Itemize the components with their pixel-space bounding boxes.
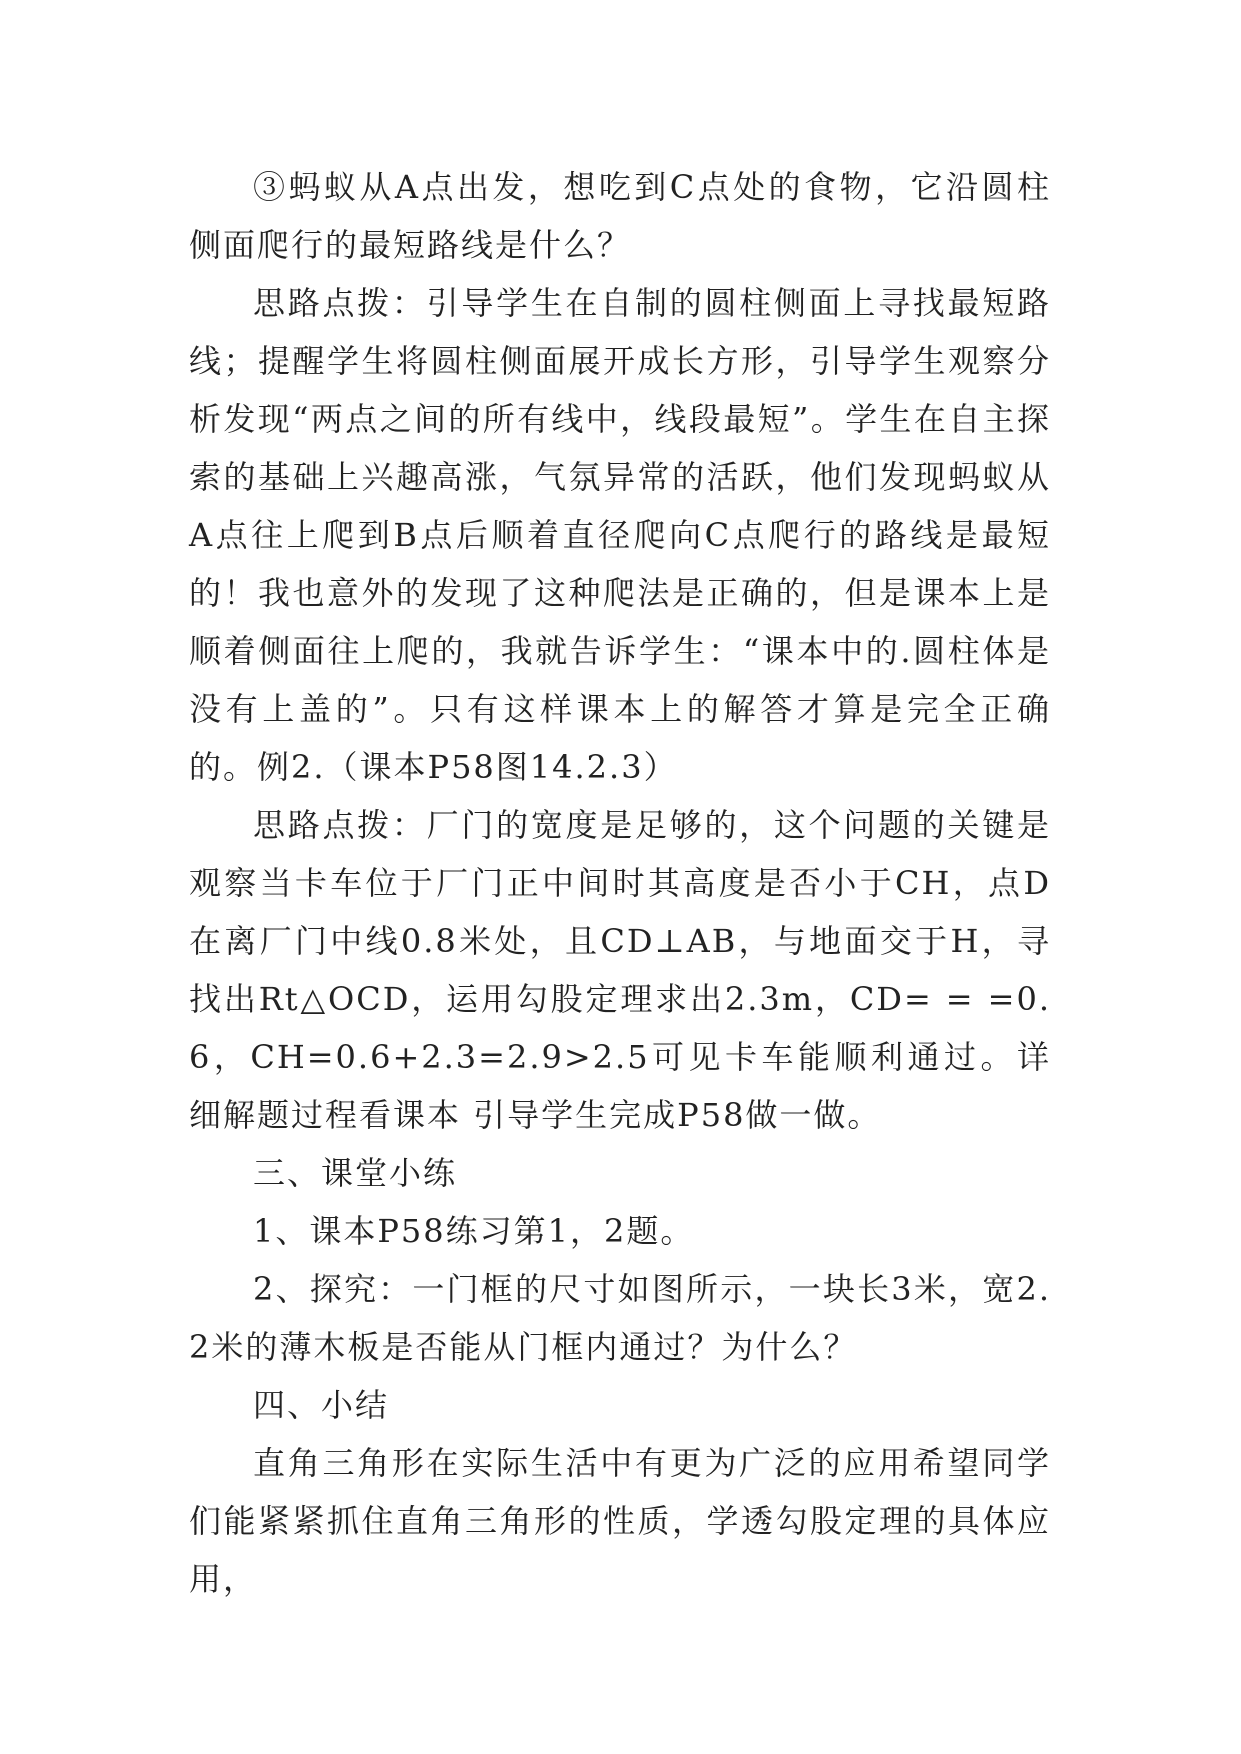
document-body xyxy=(189,158,1051,1608)
section-heading-summary: 四、小结 xyxy=(253,1386,390,1424)
paragraph-hint-shortest-path: 思路点拨：引导学生在自制的圆柱侧面上寻找最短路线；提醒学生将圆柱侧面展开成长方形，引导学生观察分析发现“两点之间的所有线中，线段最短”。学生在自主探索的基础上兴趣高涨，气氛异常的活跃，他们发现蚂蚁从A点往上爬到B点后顺着直径爬向C点爬行的路线是最短的！我也意外的发现了这种爬法是正确的，但是课本上是顺着侧面往上爬的，我就告诉学生：“课本中的.圆柱体是没有上盖的”。只有这样课本上的解答才算是完全正确的。例2.（课本P58图14.2.3） xyxy=(189,284,1051,786)
paragraph-summary: 直角三角形在实际生活中有更为广泛的应用希望同学们能紧紧抓住直角三角形的性质，学透勾股定理的具体应用， xyxy=(189,1444,1051,1598)
paragraph-hint-factory-gate: 思路点拨：厂门的宽度是足够的，这个问题的关键是观察当卡车位于厂门正中间时其高度是否小于CH，点D在离厂门中线0.8米处，且CD⊥AB，与地面交于H，寻找出Rt△OCD，运用勾股定理求出2.3m，CD= = =0.6，CH=0.6+2.3=2.9>2.5可见卡车能顺利通过。详细解题过程看课本 引导学生完成P58做一做。 xyxy=(189,806,1051,1134)
practice-item-1: 1、课本P58练习第1，2题。 xyxy=(253,1212,695,1250)
section-heading-practice: 三、课堂小练 xyxy=(253,1154,458,1192)
practice-item-2: 2、探究：一门框的尺寸如图所示，一块长3米，宽2.2米的薄木板是否能从门框内通过？为什么？ xyxy=(189,1270,1051,1366)
paragraph-ant-question: ③蚂蚁从A点出发，想吃到C点处的食物，它沿圆柱侧面爬行的最短路线是什么？ xyxy=(189,168,1051,264)
